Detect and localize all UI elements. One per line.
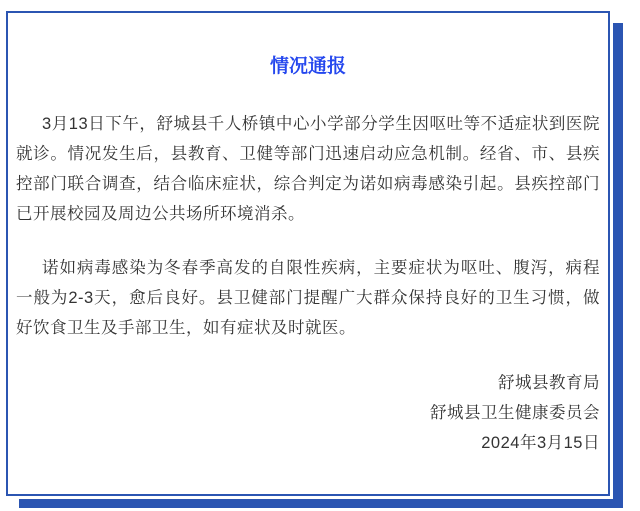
notice-paragraph-incident: 3月13日下午，舒城县千人桥镇中心小学部分学生因呕吐等不适症状到医院就诊。情况发生后，县教育、卫健等部门迅速启动应急机制。经省、市、县疾控部门联合调查，结合临床症状，综合判定为诺如病毒感染引起。县疾控部门已开展校园及周边公共场所环境消杀。: [16, 115, 600, 223]
signature-block: [16, 368, 600, 458]
signature-org-education-bureau: 舒城县教育局: [498, 374, 600, 392]
notice-paragraph-advice: 诺如病毒感染为冬春季高发的自限性疾病，主要症状为呕吐、腹泻，病程一般为2-3天，愈后良好。县卫健部门提醒广大群众保持良好的卫生习惯，做好饮食卫生及手部卫生，如有症状及时就医。: [16, 259, 600, 337]
notice-card: [6, 11, 610, 496]
notice-title: 情况通报: [269, 56, 346, 77]
notice-date: 2024年3月15日: [481, 434, 600, 452]
signature-org-health-commission: 舒城县卫生健康委员会: [430, 404, 600, 422]
